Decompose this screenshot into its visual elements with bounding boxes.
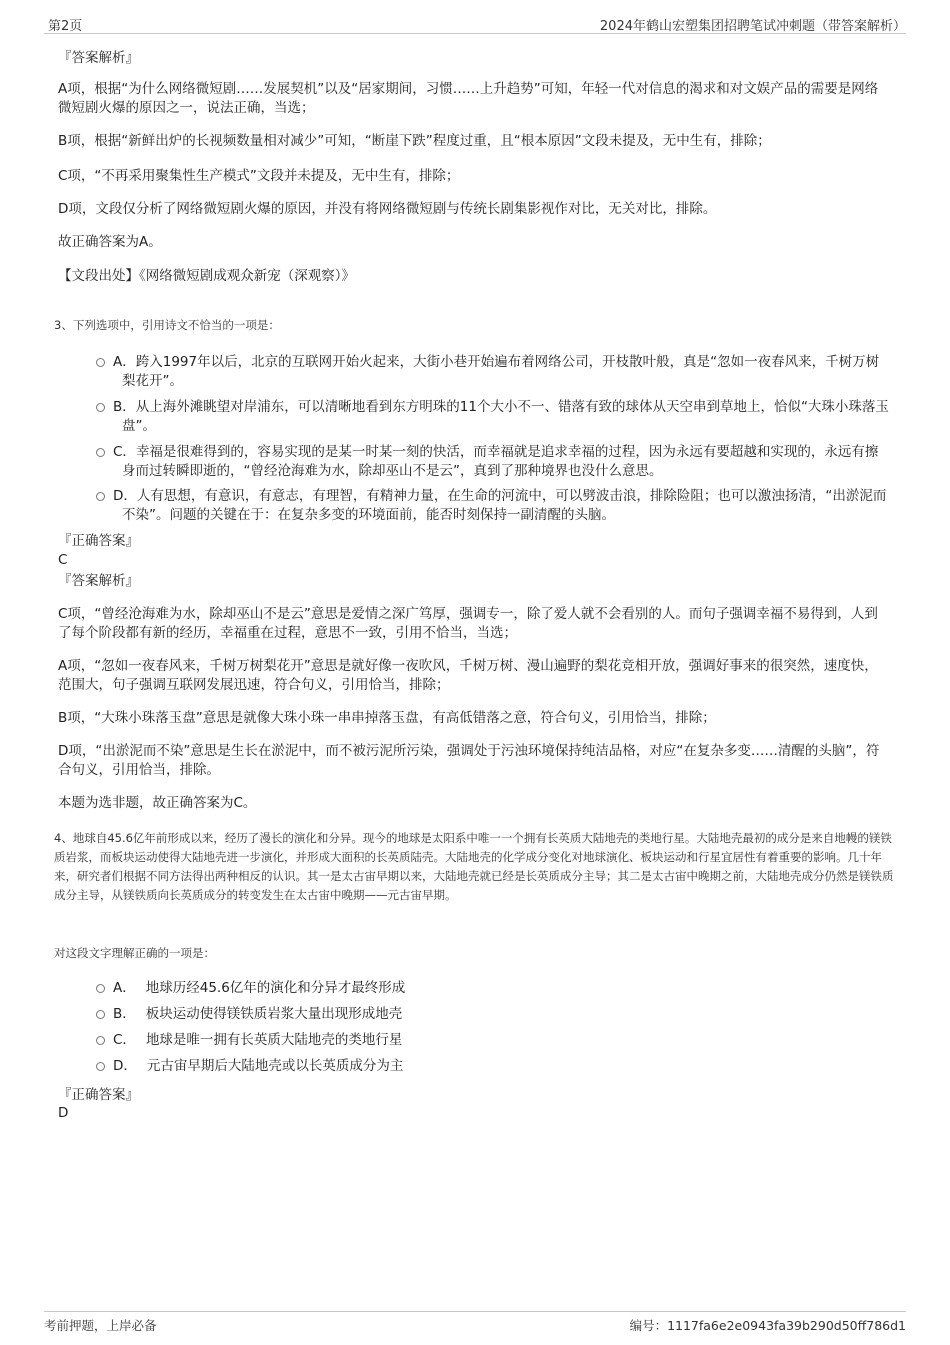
- q3-stem: 3、下列选项中，引用诗文不恰当的一项是：: [54, 318, 280, 332]
- q3-conclusion: 本题为选非题，故正确答案为C。: [58, 795, 257, 811]
- radio-b[interactable]: [96, 403, 105, 412]
- radio-b[interactable]: [96, 1010, 105, 1019]
- q3-analysis-heading: 『答案解析』: [58, 573, 139, 589]
- q3-answer: C: [58, 552, 68, 568]
- q2-source: 【文段出处】《网络微短剧成观众新宠（深观察）》: [58, 268, 355, 284]
- q4-option-c-text: 地球是唯一拥有长英质大陆地壳的类地行星: [145, 1032, 403, 1048]
- q2-analysis-d: D项，文段仅分析了网络微短剧火爆的原因，并没有将网络微短剧与传统长剧集影视作对比，无关对比，排除。: [58, 201, 717, 217]
- radio-c[interactable]: [96, 448, 105, 457]
- document-title: 2024年鹤山宏塑集团招聘笔试冲刺题（带答案解析）: [599, 19, 906, 34]
- q4-option-d[interactable]: [96, 1057, 403, 1076]
- radio-d[interactable]: [96, 1062, 105, 1071]
- q2-analysis-b: B项，根据“新鲜出炉的长视频数量相对减少”可知，“断崖下跌”程度过重，且“根本原因”文段未提及，无中生有，排除；: [58, 133, 771, 149]
- document-code: 编号：1117fa6e2e0943fa39b290d50ff786d1: [629, 1318, 906, 1333]
- q3-analysis-a: A项，“忽如一夜春风来，千树万树梨花开”意思是就好像一夜吹风，千树万树、漫山遍野的梨花竞相开放，强调好事来的很突然，速度快，范围大，句子强调互联网发展迅速，符合句义，引用恰当，排除；: [58, 658, 878, 693]
- q4-option-d-label: D．: [113, 1058, 137, 1074]
- radio-a[interactable]: [96, 358, 105, 367]
- footer-slogan: 考前押题，上岸必备: [44, 1318, 157, 1333]
- q4-answer-heading: 『正确答案』: [58, 1087, 139, 1103]
- q3-option-d[interactable]: [96, 487, 891, 525]
- q3-option-c[interactable]: [96, 443, 891, 481]
- q3-option-c-label: C．: [113, 444, 136, 460]
- q4-option-b-label: B．: [113, 1006, 136, 1022]
- q4-option-c-label: C．: [113, 1032, 136, 1048]
- q2-conclusion: 故正确答案为A。: [58, 234, 162, 250]
- radio-d[interactable]: [96, 492, 105, 501]
- q4-option-c[interactable]: [96, 1031, 402, 1050]
- page-number: 第2页: [48, 19, 83, 34]
- q3-option-d-text: 人有思想，有意识，有意志，有理智，有精神力量，在生命的河流中，可以劈波击浪，排除险阻；也可以激浊扬清，“出淤泥而不染”。问题的关键在于：在复杂多变的环境面前，能否时刻保持一副清醒的头脑。: [122, 488, 887, 523]
- page-footer: [44, 1311, 906, 1335]
- q3-option-a[interactable]: [96, 353, 891, 391]
- q3-analysis-d: D项，“出淤泥而不染”意思是生长在淤泥中，而不被污泥所污染，强调处于污浊环境保持纯洁品格，对应“在复杂多变……清醒的头脑”，符合句义，引用恰当，排除。: [58, 743, 880, 778]
- q3-option-b-text: 从上海外滩眺望对岸浦东，可以清晰地看到东方明珠的11个大小不一、错落有致的球体从天空串到草地上，恰似“大珠小珠落玉盘”。: [122, 399, 889, 434]
- q3-option-d-label: D．: [113, 488, 137, 504]
- radio-a[interactable]: [96, 984, 105, 993]
- q3-option-b[interactable]: [96, 398, 891, 436]
- q4-option-b[interactable]: [96, 1005, 402, 1024]
- q4-option-a[interactable]: [96, 979, 405, 998]
- q3-option-c-text: 幸福是很难得到的，容易实现的是某一时某一刻的快活，而幸福就是追求幸福的过程，因为永远有要超越和实现的，永远有擦身而过转瞬即逝的，“曾经沧海难为水，除却巫山不是云”，真到了那种境界也没什么意思。: [122, 444, 879, 479]
- q2-analysis-a: A项，根据“为什么网络微短剧……发展契机”以及“居家期间，习惯……上升趋势”可知，年轻一代对信息的渴求和对文娱产品的需要是网络微短剧火爆的原因之一，说法正确，当选；: [58, 81, 879, 116]
- q4-answer: D: [58, 1105, 69, 1121]
- q4-stem: 对这段文字理解正确的一项是：: [54, 946, 215, 960]
- q3-option-b-label: B．: [113, 399, 136, 415]
- q4-option-d-text: 元古宙早期后大陆地壳或以长英质成分为主: [146, 1058, 404, 1074]
- q4-option-a-label: A．: [113, 980, 136, 996]
- page-header: [44, 12, 906, 34]
- radio-c[interactable]: [96, 1036, 105, 1045]
- q4-option-b-text: 板块运动使得镁铁质岩浆大量出现形成地壳: [145, 1006, 403, 1022]
- q4-option-a-text: 地球历经45.6亿年的演化和分异才最终形成: [145, 980, 406, 996]
- q2-analysis-heading: 『答案解析』: [58, 50, 139, 66]
- q2-analysis-c: C项，“不再采用聚集性生产模式”文段并未提及，无中生有，排除；: [58, 168, 460, 184]
- q3-analysis-b: B项，“大珠小珠落玉盘”意思是就像大珠小珠一串串掉落玉盘，有高低错落之意，符合句义，引用恰当，排除；: [58, 710, 716, 726]
- q3-option-a-text: 跨入1997年以后，北京的互联网开始火起来，大街小巷开始遍布着网络公司，开枝散叶般，真是“忽如一夜春风来，千树万树梨花开”。: [122, 354, 880, 389]
- q3-option-a-label: A．: [113, 354, 136, 370]
- q4-passage: 4、地球自45.6亿年前形成以来，经历了漫长的演化和分异。现今的地球是太阳系中唯一一个拥有长英质大陆地壳的类地行星。大陆地壳最初的成分是来自地幔的镁铁质岩浆，而板块运动使得大陆地壳进一步演化，并形成大面积的长英质陆壳。大陆地壳的化学成分变化对地球演化、板块运动和行星宜居性有着重要的影响。几十年来，研究者们根据不同方法得出两种相反的认识。其一是太古宙早期以来，大陆地壳就已经是长英质成分主导；其二是太古宙中晚期之前，大陆地壳成分仍然是镁铁质成分主导，从镁铁质向长英质成分的转变发生在太古宙中晚期——元古宙早期。: [54, 831, 894, 902]
- q3-analysis-c: C项，“曾经沧海难为水，除却巫山不是云”意思是爱情之深广笃厚，强调专一，除了爱人就不会看别的人。而句子强调幸福不易得到，人到了每个阶段都有新的经历，幸福重在过程，意思不一致，引用不恰当，当选；: [58, 606, 878, 641]
- q3-answer-heading: 『正确答案』: [58, 533, 139, 549]
